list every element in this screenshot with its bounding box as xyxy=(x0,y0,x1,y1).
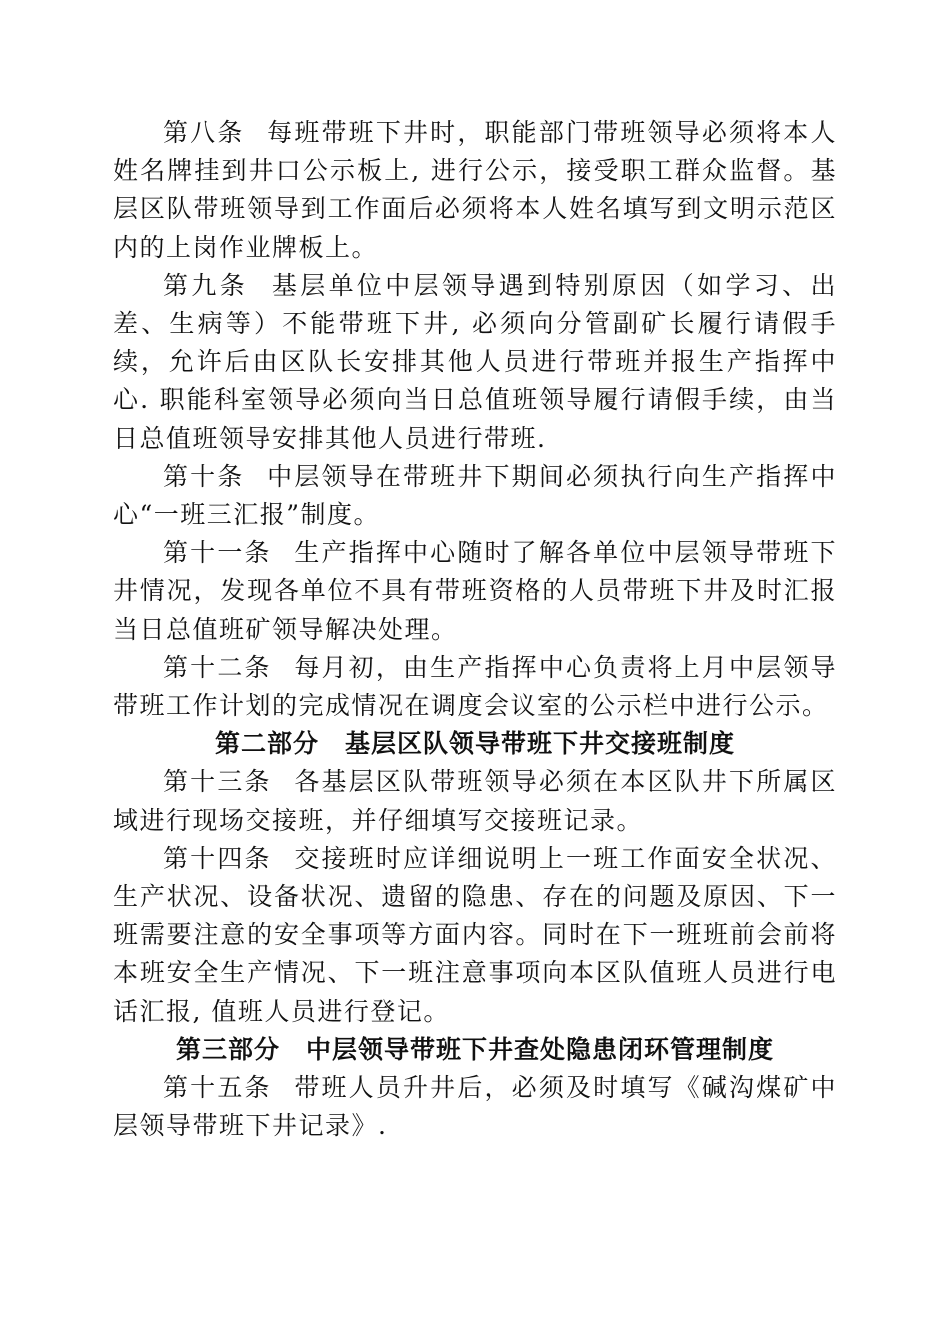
article-text: 每月初，由生产指挥中心负责将上月中层领导带班工作计划的完成情况在调度会议室的公示栏中进行公示。 xyxy=(113,652,837,721)
document-page xyxy=(113,114,837,1145)
article-text: 带班人员升井后，必须及时填写《碱沟煤矿中层领导带班下井记录》. xyxy=(113,1073,837,1141)
article-label: 第十条 xyxy=(163,461,245,491)
article-label: 第十二条 xyxy=(163,652,272,682)
article-text: 基层单位中层领导遇到特别原因（如学习、出差、生病等）不能带班下井, 必须向分管副矿长履行请假手续，允许后由区队长安排其他人员进行带班并报生产指挥中心. 职能科室领导必须向当日总值班领导履行请假手续，由当日总值班领导安排其他人员进行带班. xyxy=(113,270,837,453)
article-label: 第十三条 xyxy=(163,767,272,797)
article-label: 第十五条 xyxy=(163,1073,272,1103)
article-label: 第八条 xyxy=(163,118,245,147)
article-9 xyxy=(113,267,837,458)
article-text: 交接班时应详细说明上一班工作面安全状况、生产状况、设备状况、遗留的隐患、存在的问题及原因、下一班需要注意的安全事项等方面内容。同时在下一班班前会前将本班安全生产情况、下一班注意事项向本区队值班人员进行电话汇报, 值班人员进行登记。 xyxy=(113,843,837,1026)
article-text: 中层领导在带班井下期间必须执行向生产指挥中心“一班三汇报”制度。 xyxy=(113,461,837,530)
article-label: 第九条 xyxy=(163,270,249,300)
article-13 xyxy=(113,763,837,839)
article-label: 第十四条 xyxy=(163,843,272,873)
article-12 xyxy=(113,649,837,725)
article-text: 各基层区队带班领导必须在本区队井下所属区域进行现场交接班，并仔细填写交接班记录。 xyxy=(113,767,837,835)
article-text: 生产指挥中心随时了解各单位中层领导带班下井情况，发现各单位不具有带班资格的人员带班下井及时汇报当日总值班矿领导解决处理。 xyxy=(113,538,837,644)
article-8 xyxy=(113,114,837,267)
article-label: 第十一条 xyxy=(163,538,272,568)
article-15 xyxy=(113,1069,837,1145)
section-3-heading: 第三部分 中层领导带班下井查处隐患闭环管理制度 xyxy=(175,1034,774,1064)
section-2-heading: 第二部分 基层区队领导带班下井交接班制度 xyxy=(214,729,735,759)
article-10 xyxy=(113,458,837,534)
article-11 xyxy=(113,534,837,649)
article-text: 每班带班下井时，职能部门带班领导必须将本人姓名牌挂到井口公示板上, 进行公示，接受职工群众监督。基层区队带班领导到工作面后必须将本人姓名填写到文明示范区内的上岗作业牌板上。 xyxy=(113,118,837,262)
article-14 xyxy=(113,840,837,1031)
